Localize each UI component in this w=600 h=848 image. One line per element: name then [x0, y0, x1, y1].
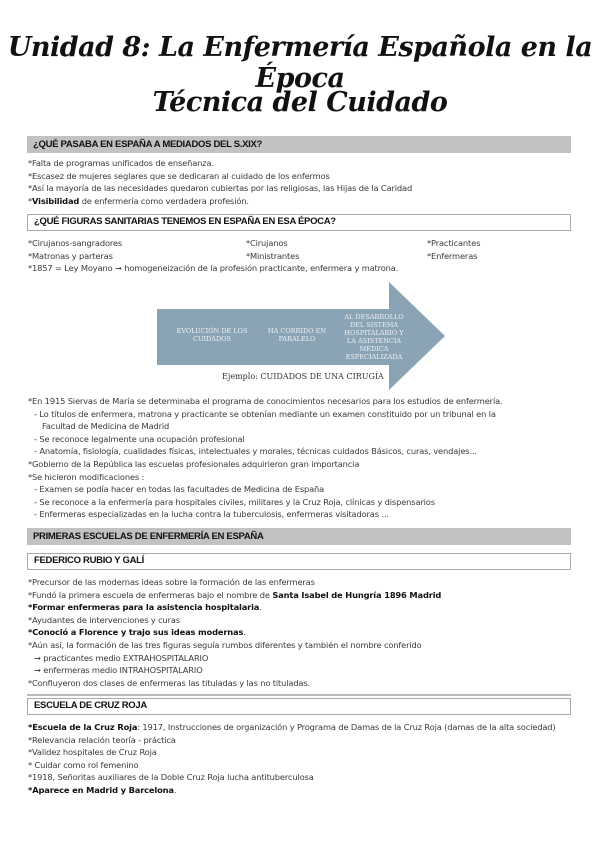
divider	[27, 694, 571, 696]
list-item: *Precursor de las modernas ideas sobre la formación de las enfermeras	[28, 577, 315, 587]
arrow-caption: Ejemplo: CUIDADOS DE UNA CIRUGÍA	[222, 372, 384, 381]
list-item: *Ayudantes de intervenciones y curas	[28, 614, 181, 625]
list-item: *Relevancia relación teoría - práctica	[28, 734, 176, 745]
list-item: *Confluyeron dos clases de enfermeras las tituladas y las no tituladas.	[28, 677, 311, 688]
bold-term: Santa Isabel de Hungría 1896 Madrid	[272, 589, 442, 600]
document-title-line2: Técnica del Cuidado	[152, 87, 448, 118]
list-item	[28, 784, 573, 797]
list-item: - Se reconoce legalmente una ocupación profesional	[34, 433, 245, 444]
list-item: ➞ practicantes medio EXTRAHOSPITALARIO	[34, 652, 209, 663]
list-item: - Enfermeras especializadas en la lucha contra la tuberculosis, enfermeras visitadoras ...	[34, 509, 389, 520]
section4-list	[28, 576, 573, 689]
arrow-label-3: AL DESARROLLO DEL SISTEMA HOSPITALARIO Y LA ASISTENCIA MÉDICA ESPECIALIZADA	[344, 313, 404, 361]
section-heading-figuras-sanitarias: ¿QUÉ FIGURAS SANITARIAS TENEMOS EN ESPAÑA EN ESA ÉPOCA?	[27, 214, 571, 231]
bullet: *	[28, 722, 33, 732]
section-heading-mediados-sxix: ¿QUÉ PASABA EN ESPAÑA A MEDIADOS DEL S.XIX?	[27, 136, 571, 153]
figura: *Ministrantes	[246, 250, 300, 261]
punct: .	[173, 784, 177, 795]
list-item: *Gobierno de la República las escuelas profesionales adquirieron gran importancia	[28, 458, 360, 469]
section-heading-federico-rubio: FEDERICO RUBIO Y GALÍ	[27, 553, 571, 570]
arrow-label-1: EVOLUCIÓN DE LOS CUIDADOS	[176, 327, 248, 343]
list-item: *1918, Señoritas auxiliares de la Doble Cruz Roja lucha antituberculosa	[28, 772, 314, 783]
section5-list	[28, 721, 573, 797]
figura: *Cirujanos	[246, 238, 288, 248]
list-item: *Validez hospitales de Cruz Roja	[28, 747, 157, 758]
ley-moyano: *1857 = Ley Moyano ➞ homogeneización de la profesión practicante, enfermera y matrona.	[28, 263, 399, 274]
punct: .	[243, 627, 246, 638]
list-item-text: : 1917, Instrucciones de organización y Programa de Damas de la Cruz Roja (damas de la alta sociedad)	[137, 722, 556, 732]
figuras-row	[28, 250, 573, 263]
list-item: - Examen se podía hacer en todas las facultades de Medicina de España	[34, 484, 325, 495]
section2-list	[28, 395, 573, 521]
list-item: *Visibilidad de enfermería como verdadera profesión.	[28, 195, 249, 206]
list-item: *Se hicieron modificaciones :	[28, 471, 145, 482]
list-item	[28, 721, 573, 734]
document-title-line1: Unidad 8: La Enfermería Española en la Época	[7, 32, 593, 94]
bold-term: Conoció a Florence y trajo sus ideas modernas	[32, 627, 244, 638]
list-item: *Aún así, la formación de las tres figuras seguía rumbos diferentes y también el nombre conferido	[28, 639, 422, 650]
list-item: - Anatomía, fisiología, cualidades físicas, intelectuales y morales, técnicas cuidados Básicos, curas, vendajes...	[34, 446, 477, 457]
section-heading-cruz-roja: ESCUELA DE CRUZ ROJA	[27, 698, 571, 715]
bold-term: Aparece en Madrid y Barcelona	[32, 784, 174, 795]
bullet: *	[28, 627, 33, 638]
list-item: *Falta de programas unificados de enseñanza.	[28, 158, 214, 168]
list-item: - Lo títulos de enfermera, matrona y practicante se obtenían mediante un examen constituido por un tribunal en la	[34, 408, 496, 419]
bold-term: Formar enfermeras para la asistencia hospitalaria	[32, 602, 260, 613]
figuras-row	[28, 237, 573, 250]
list-item: Facultad de Medicina de Madrid	[42, 421, 170, 432]
figuras-columns	[28, 237, 573, 275]
list-item: * Cuidar como rol femenino	[28, 759, 139, 770]
figura: *Matronas y parteras	[28, 250, 113, 261]
list-item	[28, 601, 573, 614]
figura: *Practicantes	[427, 238, 481, 248]
list-item-text: *Fundó la primera escuela de enfermeras bajo el nombre de	[28, 589, 273, 600]
bullet: *	[28, 602, 33, 613]
list-item: *Escasez de mujeres seglares que se dedicaran al cuidado de los enfermos	[28, 170, 330, 181]
punct: .	[259, 602, 262, 613]
bold-term: Escuela de la Cruz Roja	[32, 722, 138, 732]
list-item: ➞ enfermeras medio INTRAHOSPITALARIO	[34, 665, 203, 676]
list-item: - Se reconoce a la enfermería para hospitales civiles, militares y la Cruz Roja, clínicas y dispensarios	[34, 496, 435, 507]
figura: *Cirujanos-sangradores	[28, 238, 123, 248]
figura: *Enfermeras	[427, 250, 478, 261]
list-item	[28, 626, 573, 639]
bold-term: Visibilidad	[32, 195, 80, 206]
list-item-text: de enfermería como verdadera profesión.	[79, 195, 249, 206]
list-item: *En 1915 Siervas de María se determinaba el programa de conocimientos necesarios para los estudios de enfermería.	[28, 396, 503, 406]
list-item	[28, 589, 573, 602]
bullet: *	[28, 784, 33, 795]
section1-list	[28, 157, 573, 207]
section-heading-primeras-escuelas: PRIMERAS ESCUELAS DE ENFERMERÍA EN ESPAÑA	[27, 528, 571, 545]
list-item: *Así la mayoría de las necesidades quedaron cubiertas por las religiosas, las Hijas de la Caridad	[28, 183, 413, 194]
arrow-label-2: HA CORRIDO EN PARALELO	[267, 327, 327, 343]
